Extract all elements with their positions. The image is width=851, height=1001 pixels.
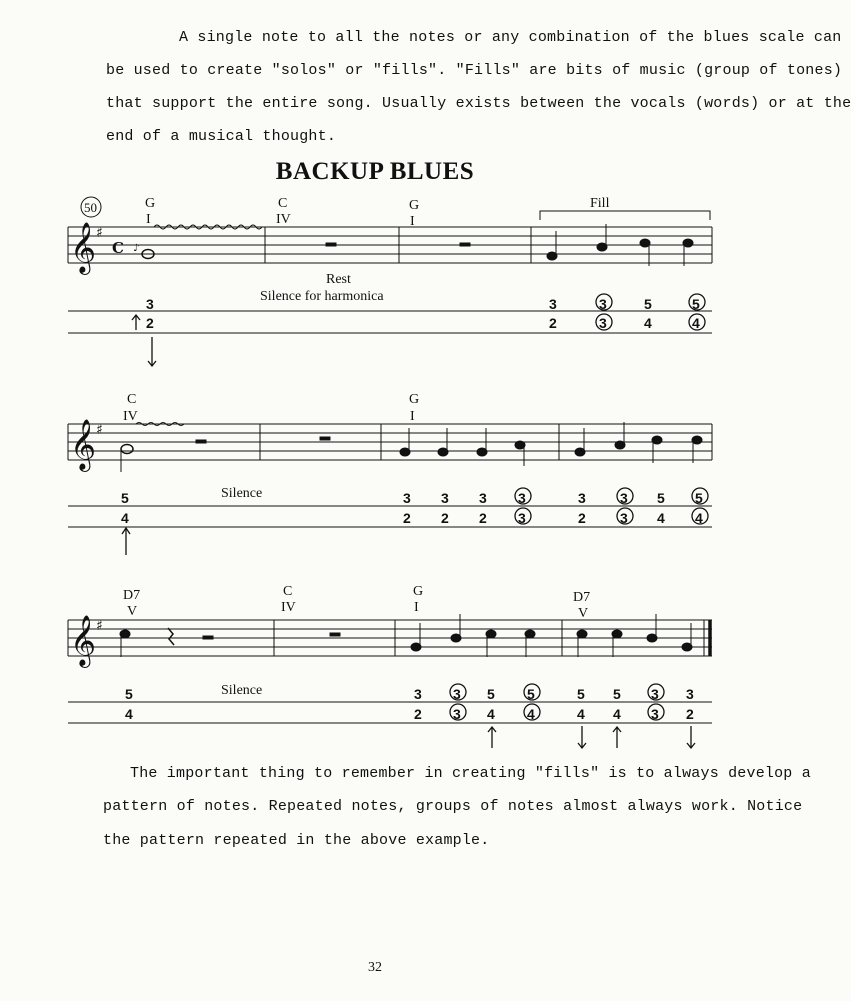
- tab-hole-bottom: 4: [487, 706, 495, 722]
- chord-numeral: IV: [281, 600, 296, 615]
- chord-numeral: V: [578, 606, 589, 621]
- sharp-icon: ♯: [96, 618, 103, 634]
- intro-line-1: A single note to all the notes or any combination of the blues scale can: [179, 29, 842, 46]
- chord-numeral: I: [414, 600, 419, 615]
- tab-hole-top: 5: [657, 490, 665, 506]
- tab-hole-top: 5: [121, 490, 129, 506]
- chord-name: D7: [573, 590, 591, 605]
- tab-hole-top: 5: [613, 686, 621, 702]
- chord-name: G: [409, 392, 420, 407]
- page-number: 32: [368, 960, 382, 975]
- treble-clef-icon: 𝄞: [70, 419, 97, 470]
- chord-name: C: [283, 584, 293, 599]
- tab-hole-top: 5: [644, 296, 652, 312]
- whole-rest-icon: [460, 243, 470, 246]
- chord-numeral: I: [410, 214, 415, 229]
- tab-hole-bottom: 4: [577, 706, 585, 722]
- sharp-icon: ♯: [96, 422, 103, 438]
- tab-hole-top: 3: [403, 490, 411, 506]
- outro-line-1: The important thing to remember in creating "fills" is to always develop a: [130, 765, 811, 782]
- fill-bracket: [540, 211, 710, 220]
- tab-hole-top-circled: 3: [518, 490, 526, 506]
- half-note: [121, 445, 133, 454]
- chord-name: G: [145, 196, 156, 211]
- whole-rest-icon: [326, 243, 336, 246]
- treble-clef-icon: 𝄞: [70, 615, 97, 666]
- half-rest-icon: [196, 440, 206, 443]
- chord-numeral: I: [146, 212, 151, 227]
- tab-hole-bottom: 2: [146, 315, 154, 331]
- tab-hole-bottom-circled: 4: [527, 706, 535, 722]
- tab-hole-bottom: 2: [414, 706, 422, 722]
- tab-hole-bottom-circled: 3: [599, 315, 607, 331]
- chord-numeral: V: [127, 604, 138, 619]
- chord-numeral: I: [410, 409, 415, 424]
- tab-hole-bottom: 4: [657, 510, 665, 526]
- chord-numeral: IV: [276, 212, 291, 227]
- tab-hole-top: 3: [146, 296, 154, 312]
- chord-name: C: [127, 392, 137, 407]
- tab-hole-bottom: 2: [479, 510, 487, 526]
- tab-hole-bottom: 2: [686, 706, 694, 722]
- svg-text:♪: ♪: [133, 243, 140, 254]
- intro-line-4: end of a musical thought.: [106, 128, 337, 145]
- tab-hole-top: 3: [479, 490, 487, 506]
- tab-hole-bottom-circled: 3: [453, 706, 461, 722]
- tab-hole-bottom: 4: [121, 510, 129, 526]
- rest-label: Rest: [326, 272, 351, 287]
- tab-hole-bottom: 4: [644, 315, 652, 331]
- tab-hole-top: 5: [577, 686, 585, 702]
- tab-hole-bottom: 2: [549, 315, 557, 331]
- chord-name: G: [409, 198, 420, 213]
- tab-hole-bottom-circled: 3: [651, 706, 659, 722]
- tab-hole-bottom: 4: [613, 706, 621, 722]
- song-title: BACKUP BLUES: [275, 158, 475, 185]
- tab-hole-top: 3: [441, 490, 449, 506]
- tab-hole-top: 5: [125, 686, 133, 702]
- tab-hole-bottom: 2: [441, 510, 449, 526]
- chord-name: C: [278, 196, 288, 211]
- whole-rest-icon: [320, 437, 330, 440]
- example-number-circle: [81, 197, 101, 217]
- tab-hole-top-circled: 3: [620, 490, 628, 506]
- intro-line-2: be used to create "solos" or "fills". "Fills" are bits of music (group of tones): [106, 62, 843, 79]
- quarter-rest-icon: [168, 628, 174, 645]
- tab-hole-top-circled: 5: [695, 490, 703, 506]
- tab-hole-bottom: 2: [578, 510, 586, 526]
- tab-hole-top: 3: [549, 296, 557, 312]
- tab-hole-bottom-circled: 4: [695, 510, 703, 526]
- chord-name: G: [413, 584, 424, 599]
- tab-hole-top-circled: 3: [651, 686, 659, 702]
- sharp-icon: ♯: [96, 225, 103, 241]
- tab-hole-top: 3: [686, 686, 694, 702]
- silence-label: Silence: [221, 683, 263, 698]
- outro-line-2: pattern of notes. Repeated notes, groups of notes almost always work. Notice: [103, 798, 803, 815]
- intro-line-3: that support the entire song. Usually exists between the vocals (words) or at the: [106, 95, 851, 112]
- tab-hole-top: 3: [578, 490, 586, 506]
- tab-hole-top-circled: 5: [527, 686, 535, 702]
- whole-rest-icon: [330, 633, 340, 636]
- fill-label: Fill: [590, 196, 610, 211]
- half-rest-icon: [203, 636, 213, 639]
- treble-clef-icon: 𝄞: [70, 222, 97, 273]
- silence-label: Silence for harmonica: [260, 289, 384, 304]
- tab-hole-top: 5: [487, 686, 495, 702]
- example-number-text: 50: [84, 200, 97, 215]
- chord-numeral: IV: [123, 409, 138, 424]
- chord-name: D7: [123, 588, 141, 603]
- tab-hole-bottom-circled: 3: [620, 510, 628, 526]
- tab-hole-top-circled: 5: [692, 296, 700, 312]
- tab-hole-top-circled: 3: [453, 686, 461, 702]
- common-time-icon: C: [112, 239, 124, 257]
- tab-hole-bottom-circled: 4: [692, 315, 700, 331]
- staff-1: [68, 227, 712, 263]
- outro-line-3: the pattern repeated in the above example.: [103, 832, 490, 849]
- staff-2: [68, 424, 712, 460]
- tab-hole-bottom: 2: [403, 510, 411, 526]
- tab-hole-top: 3: [414, 686, 422, 702]
- tab-hole-top-circled: 3: [599, 296, 607, 312]
- tab-hole-bottom-circled: 3: [518, 510, 526, 526]
- silence-label: Silence: [221, 486, 263, 501]
- tab-hole-bottom: 4: [125, 706, 133, 722]
